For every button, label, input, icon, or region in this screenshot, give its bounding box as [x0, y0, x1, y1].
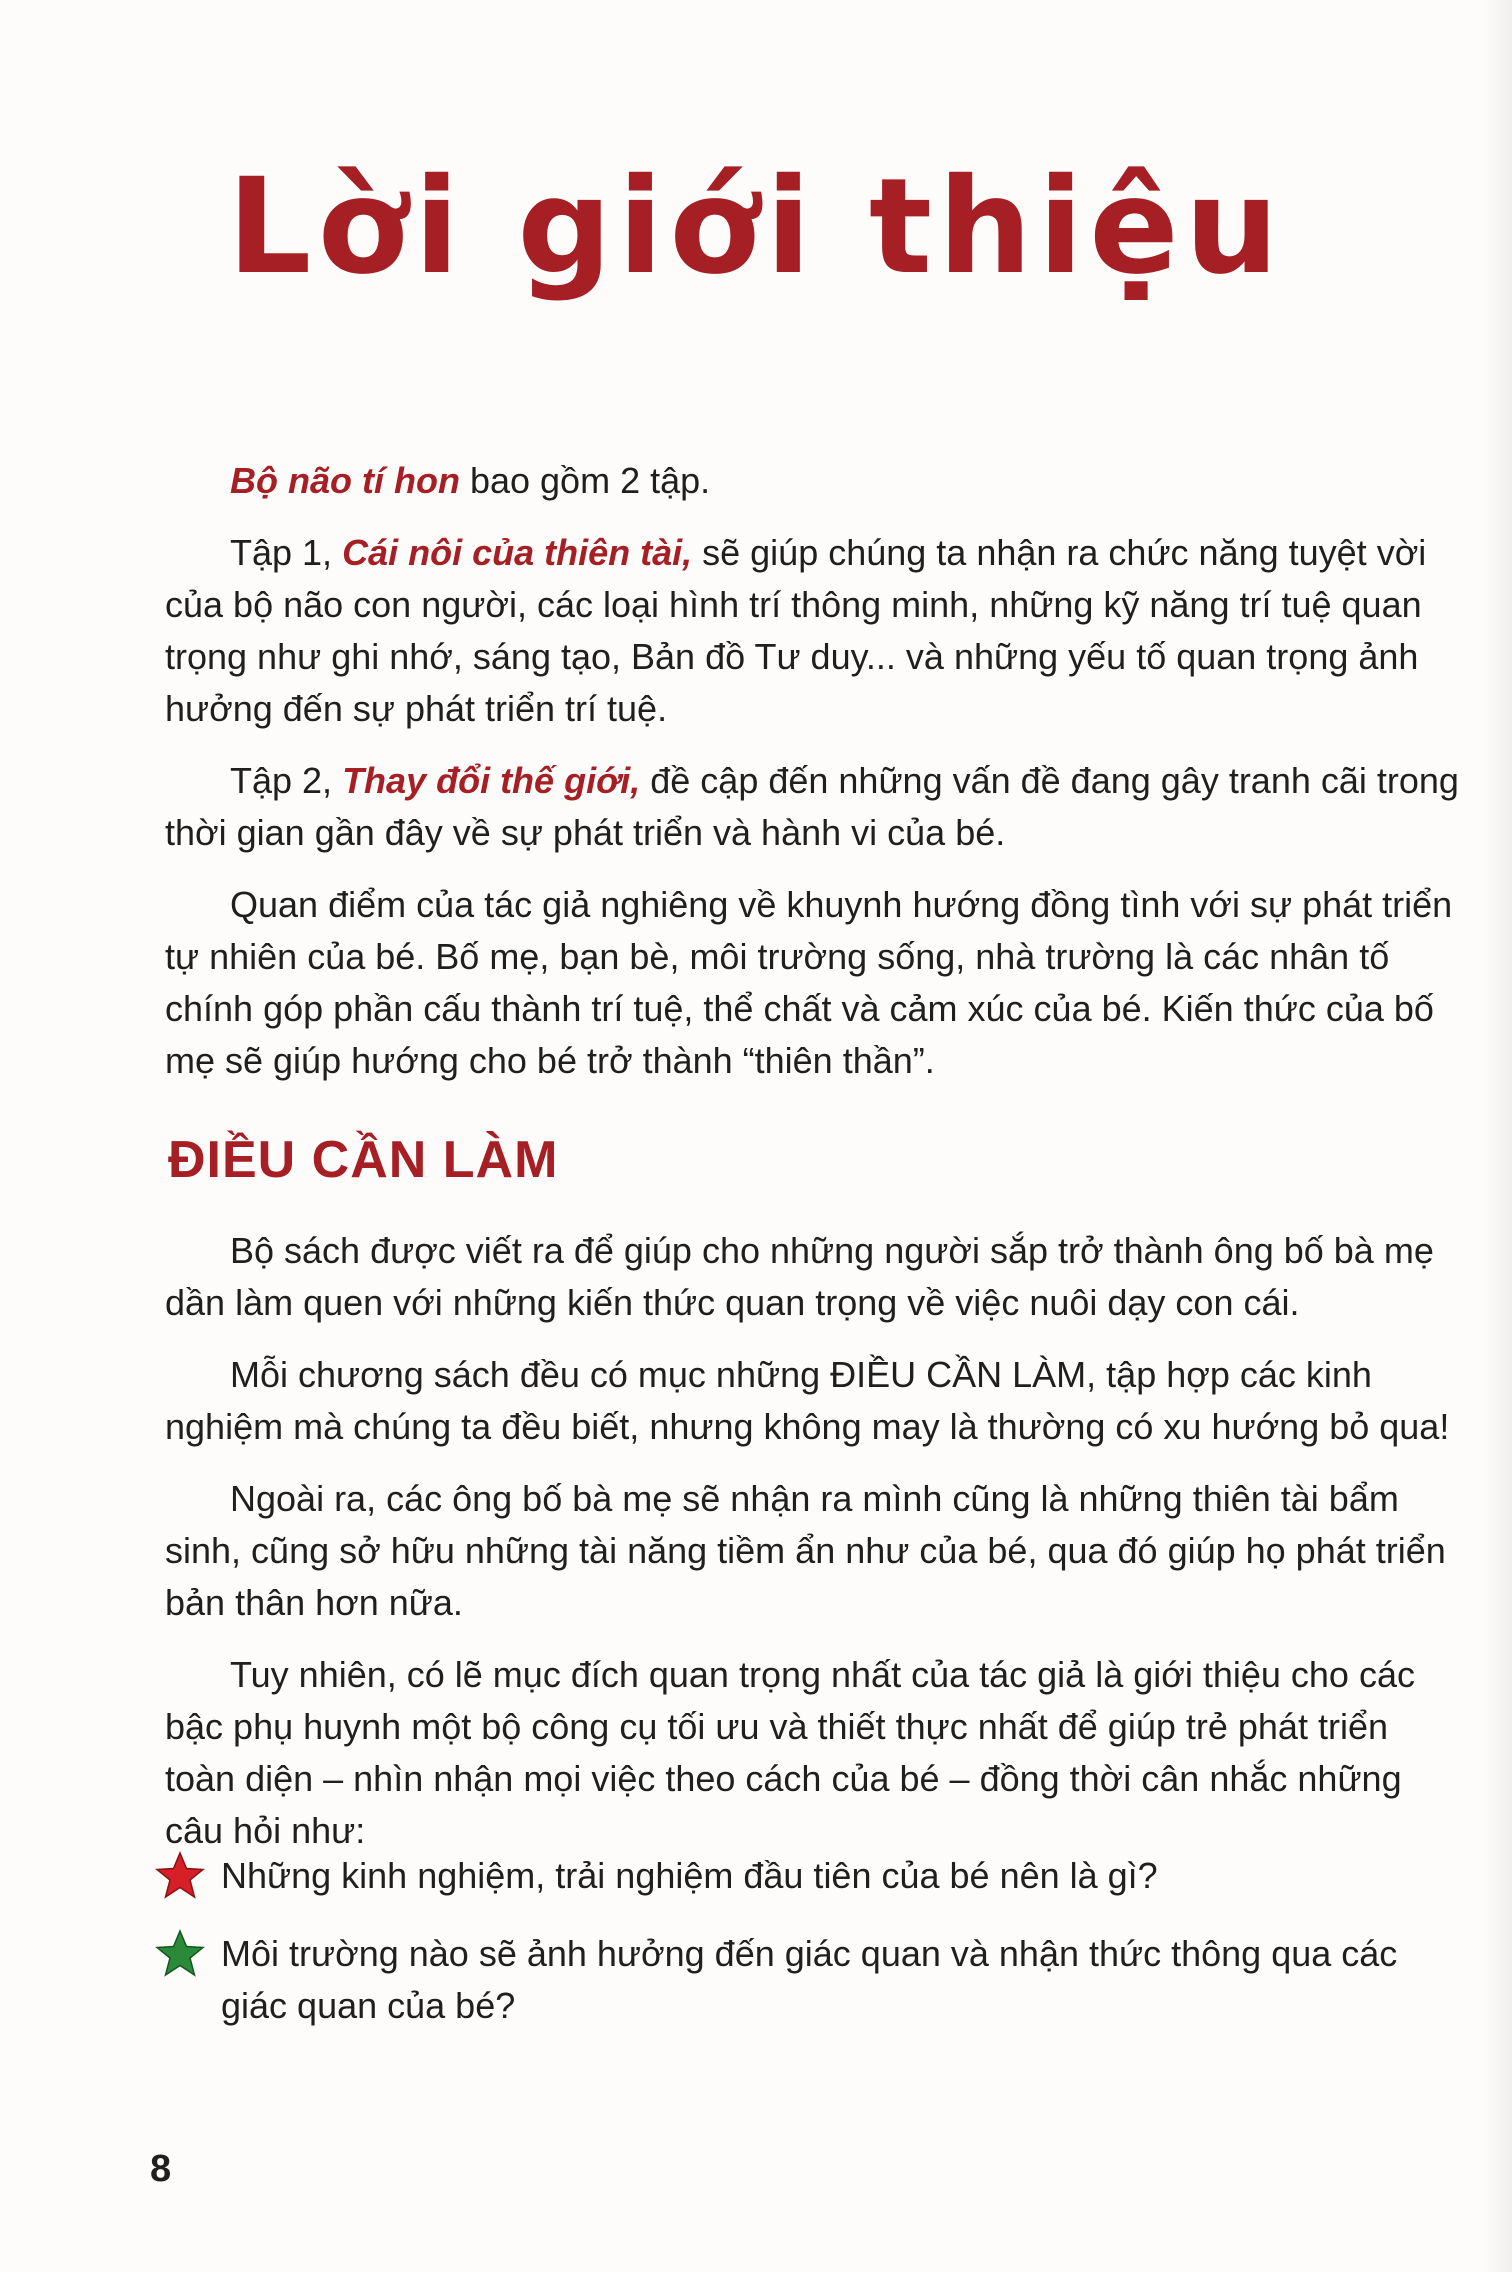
intro-paragraph-2 [165, 527, 1465, 735]
list-item [155, 1850, 1465, 1902]
section-paragraph-2: Mỗi chương sách đều có mục những ĐIỀU CẦN LÀM, tập hợp các kinh nghiệm mà chúng ta đều biết, nhưng không may là thường có xu hướng bỏ qua! [165, 1354, 1450, 1447]
intro-section [165, 455, 1465, 1107]
volume-2-description: đề cập đến những vấn đề đang gây tranh cãi trong thời gian gần đây về sự phát triển và hành vi của bé. [165, 760, 1459, 853]
intro-paragraph-4: Quan điểm của tác giả nghiêng về khuynh hướng đồng tình với sự phát triển tự nhiên của bé. Bố mẹ, bạn bè, môi trường sống, nhà trường là các nhân tố chính góp phần cấu thành trí tuệ, thể chất và cảm xúc của bé. Kiến thức của bố mẹ sẽ giúp hướng cho bé trở thành “thiên thần”. [165, 884, 1453, 1081]
page-title: Lời giới thiệu [227, 150, 1285, 304]
intro-paragraph-3 [165, 755, 1465, 859]
intro-paragraph-1 [165, 455, 1465, 507]
section-paragraph-4: Tuy nhiên, có lẽ mục đích quan trọng nhất của tác giả là giới thiệu cho các bậc phụ huynh một bộ công cụ tối ưu và thiết thực nhất để giúp trẻ phát triển toàn diện – nhìn nhận mọi việc theo cách của bé – đồng thời cân nhắc những câu hỏi như: [165, 1654, 1415, 1851]
volume-1-prefix: Tập 1, [230, 532, 343, 573]
volume-2-title: Thay đổi thế giới, [342, 760, 641, 801]
volume-1-title: Cái nôi của thiên tài, [342, 532, 693, 573]
section-heading: ĐIỀU CẦN LÀM [168, 1131, 559, 1189]
volume-1-description: sẽ giúp chúng ta nhận ra chức năng tuyệt vời của bộ não con người, các loại hình trí thông minh, những kỹ năng trí tuệ quan trọng như ghi nhớ, sáng tạo, Bản đồ Tư duy... và những yếu tố quan trọng ảnh hưởng đến sự phát triển trí tuệ. [165, 532, 1427, 729]
section-paragraph-1: Bộ sách được viết ra để giúp cho những người sắp trở thành ông bố bà mẹ dần làm quen với những kiến thức quan trọng về việc nuôi dạy con cái. [165, 1230, 1434, 1323]
list-item-text: Môi trường nào sẽ ảnh hưởng đến giác quan và nhận thức thông qua các giác quan của bé? [221, 1933, 1398, 2026]
page-edge-shadow [1482, 0, 1512, 2272]
intro-paragraph-1-text: bao gồm 2 tập. [459, 460, 711, 501]
volume-2-prefix: Tập 2, [230, 760, 343, 801]
question-list [155, 1850, 1465, 2058]
book-name: Bộ não tí hon [230, 460, 460, 501]
section-paragraph-3: Ngoài ra, các ông bố bà mẹ sẽ nhận ra mình cũng là những thiên tài bẩm sinh, cũng sở hữu những tài năng tiềm ẩn như của bé, qua đó giúp họ phát triển bản thân hơn nữa. [165, 1478, 1446, 1623]
list-item-text: Những kinh nghiệm, trải nghiệm đầu tiên của bé nên là gì? [221, 1855, 1158, 1896]
green-star-icon [155, 1928, 205, 1978]
red-star-icon [155, 1850, 205, 1900]
section-body [165, 1225, 1465, 1877]
page-number: 8 [150, 2148, 172, 2190]
list-item [155, 1928, 1465, 2032]
